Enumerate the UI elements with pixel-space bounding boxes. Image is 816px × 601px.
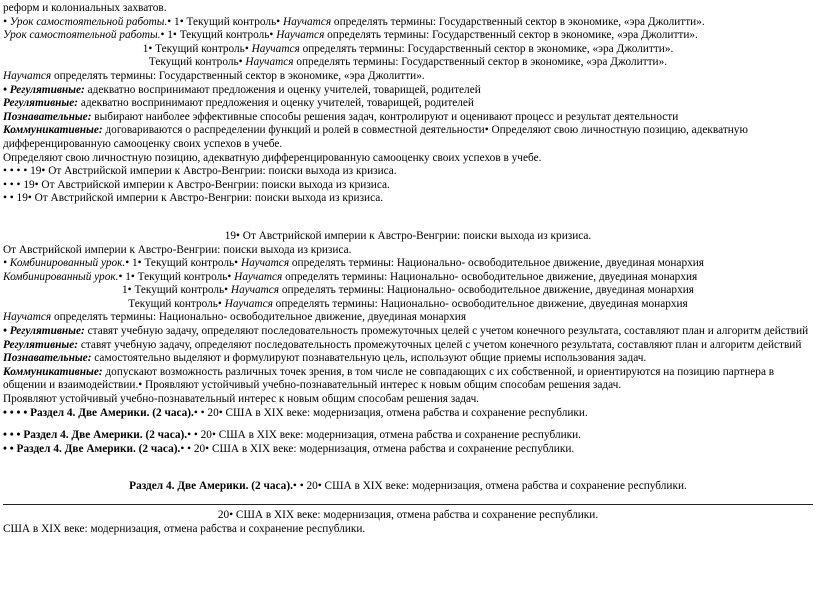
topic-text: От Австрийской империи к Австро-Венгрии: поиски выхода из кризиса. <box>3 243 352 256</box>
cognitive-line <box>3 111 813 125</box>
section-line <box>3 429 813 443</box>
communicative-label: Коммуникативные: <box>3 124 103 137</box>
learn-label: Научатся <box>3 69 52 82</box>
section-title: • • • • Раздел 4. Две Америки. (2 часа). <box>3 406 194 419</box>
divider <box>3 504 813 505</box>
control-text: Текущий контроль• <box>128 297 225 310</box>
learn-label: Научатся <box>276 29 325 42</box>
regulative-text: адекватно воспринимают предложения и оценку учителей, товарищей, родителей <box>78 97 474 110</box>
regulative-line <box>3 339 813 353</box>
learn-label: Научатся <box>251 42 300 55</box>
topic-text: • • • 19• От Австрийской империи к Австро-Венгрии: поиски выхода из кризиса. <box>3 178 390 191</box>
learn-label: Научатся <box>3 311 52 324</box>
terms-text: определять термины: Государственный сектор в экономике, «эра Джолитти». <box>51 69 425 82</box>
section-line <box>3 407 813 421</box>
lesson-type: • Урок самостоятельной работы. <box>3 15 168 28</box>
topic-text: 19• От Австрийской империи к Австро-Венгрии: поиски выхода из кризиса. <box>224 229 592 242</box>
lesson-line <box>3 298 813 312</box>
communicative-text: договариваются о распределении функций и ролей в совместной деятельности• Определяют свою личностную позицию, адекватную дифференцированную самооценку своих успехов в учебе. <box>3 124 748 150</box>
lesson-line <box>3 257 813 271</box>
control-text: • 1• Текущий контроль• <box>160 29 277 42</box>
cognitive-label: Познавательные: <box>3 352 92 365</box>
lesson-line <box>3 271 813 285</box>
section-line <box>3 480 813 494</box>
lesson-line <box>3 284 813 298</box>
topic-line <box>3 192 813 206</box>
text-line <box>3 152 813 166</box>
cognitive-text: самостоятельно выделяют и формулируют познавательную цель, используют общие приемы использования задач. <box>91 352 647 365</box>
communicative-line <box>3 124 813 151</box>
lesson-type: Урок самостоятельной работы. <box>3 29 161 42</box>
control-text: 1• Текущий контроль• <box>122 284 231 297</box>
topic-line <box>3 523 813 537</box>
terms-text: определять термины: Государственный сектор в экономике, «эра Джолитти». <box>324 29 698 42</box>
line-text: Определяют свою личностную позицию, адекватную дифференцированную самооценку своих успехов в учебе. <box>3 151 542 164</box>
terms-text: определять термины: Государственный сектор в экономике, «эра Джолитти». <box>299 42 674 55</box>
regulative-line <box>3 325 813 339</box>
terms-text: определять термины: Государственный сектор в экономике, «эра Джолитти». <box>331 15 705 28</box>
control-text: • 1• Текущий контроль• <box>125 257 241 270</box>
control-text: • 1• Текущий контроль• <box>118 270 235 283</box>
terms-text: определять термины: Национально- освободительное движение, двуединая монархия <box>279 284 694 297</box>
lesson-line <box>3 16 813 30</box>
terms-text: определять термины: Национально- освободительное движение, двуединая монархия <box>272 297 688 310</box>
regulative-line <box>3 97 813 111</box>
communicative-text: допускают возможность различных точек зрения, в том числе не совпадающих с их собственной, и ориентируются на позицию партнера в общении и взаимодействии.• Проявляют устойчивый учебно-познавательный интерес к новым общим способам решения задач. <box>3 365 775 392</box>
learn-label: Научатся <box>282 15 332 28</box>
regulative-line <box>3 84 813 98</box>
lesson-type: • Комбинированный урок. <box>3 257 126 270</box>
line-text: Проявляют устойчивый учебно-познавательный интерес к новым общим способам решения задач. <box>3 393 480 406</box>
lesson-line <box>3 56 813 70</box>
topic-text: • • 20• США в XIX веке: модернизация, отмена рабства и сохранение республики. <box>292 480 687 493</box>
topic-text: • • 20• США в XIX веке: модернизация, отмена рабства и сохранение республики. <box>193 406 588 419</box>
topic-line <box>3 230 813 244</box>
control-text: 1• Текущий контроль• <box>142 42 252 55</box>
regulative-label: Регулятивные: <box>3 338 79 351</box>
lesson-line <box>3 311 813 325</box>
regulative-label: • Регулятивные: <box>3 325 85 338</box>
regulative-text: ставят учебную задачу, определяют последовательность промежуточных целей с учетом конечного результата, составляют план и алгоритм действий <box>78 338 802 351</box>
topic-line <box>3 509 813 523</box>
regulative-label: Регулятивные: <box>3 97 79 110</box>
topic-line <box>3 179 813 193</box>
lesson-line <box>3 70 813 84</box>
lesson-type: Комбинированный урок. <box>3 270 119 283</box>
line-text: реформ и колониальных захватов. <box>3 2 167 14</box>
learn-label: Научатся <box>245 56 294 69</box>
cognitive-label: Познавательные: <box>3 110 92 123</box>
learn-label: Научатся <box>240 257 290 270</box>
topic-text: • • 19• От Австрийской империи к Австро-Венгрии: поиски выхода из кризиса. <box>3 192 384 205</box>
terms-text: определять термины: Национально- освободительное движение, двуединая монархия <box>289 257 704 270</box>
terms-text: определять термины: Национально- освободительное движение, двуединая монархия <box>282 270 698 283</box>
text-line <box>3 2 813 16</box>
terms-text: определять термины: Государственный сектор в экономике, «эра Джолитти». <box>293 56 668 69</box>
section-title: • • Раздел 4. Две Америки. (2 часа). <box>3 442 181 455</box>
topic-text: 20• США в XIX веке: модернизация, отмена рабства и сохранение республики. <box>217 509 599 521</box>
terms-text: определять термины: Национально- освободительное движение, двуединая монархия <box>51 311 467 324</box>
communicative-line <box>3 366 813 393</box>
communicative-label: Коммуникативные: <box>3 365 103 378</box>
topic-text: • • • • 19• От Австрийской империи к Австро-Венгрии: поиски выхода из кризиса. <box>3 165 397 178</box>
lesson-line <box>3 43 813 57</box>
learn-label: Научатся <box>230 284 280 297</box>
text-line <box>3 393 813 407</box>
lesson-line <box>3 29 813 43</box>
regulative-text: адекватно воспринимают предложения и оценку учителей, товарищей, родителей <box>84 83 481 96</box>
topic-line <box>3 165 813 179</box>
cognitive-line <box>3 352 813 366</box>
learn-label: Научатся <box>224 297 273 310</box>
regulative-text: ставят учебную задачу, определяют последовательность промежуточных целей с учетом конечного результата, составляют план и алгоритм действий <box>84 325 809 338</box>
cognitive-text: выбирают наиболее эффективные способы решения задач, контролируют и оценивают процесс и результат деятельности <box>91 110 679 123</box>
topic-text: США в XIX веке: модернизация, отмена рабства и сохранение республики. <box>3 522 366 535</box>
regulative-label: • Регулятивные: <box>3 83 85 96</box>
learn-label: Научатся <box>234 270 283 283</box>
topic-line <box>3 244 813 258</box>
control-text: Текущий контроль• <box>148 56 246 69</box>
control-text: • 1• Текущий контроль• <box>167 15 283 28</box>
section-line <box>3 443 813 457</box>
topic-text: • • 20• США в XIX веке: модернизация, отмена рабства и сохранение республики. <box>180 442 575 455</box>
section-title: Раздел 4. Две Америки. (2 часа). <box>129 480 293 493</box>
section-title: • • • Раздел 4. Две Америки. (2 часа). <box>3 429 188 442</box>
document-page <box>3 2 813 536</box>
topic-text: • • 20• США в XIX веке: модернизация, отмена рабства и сохранение республики. <box>187 429 581 442</box>
